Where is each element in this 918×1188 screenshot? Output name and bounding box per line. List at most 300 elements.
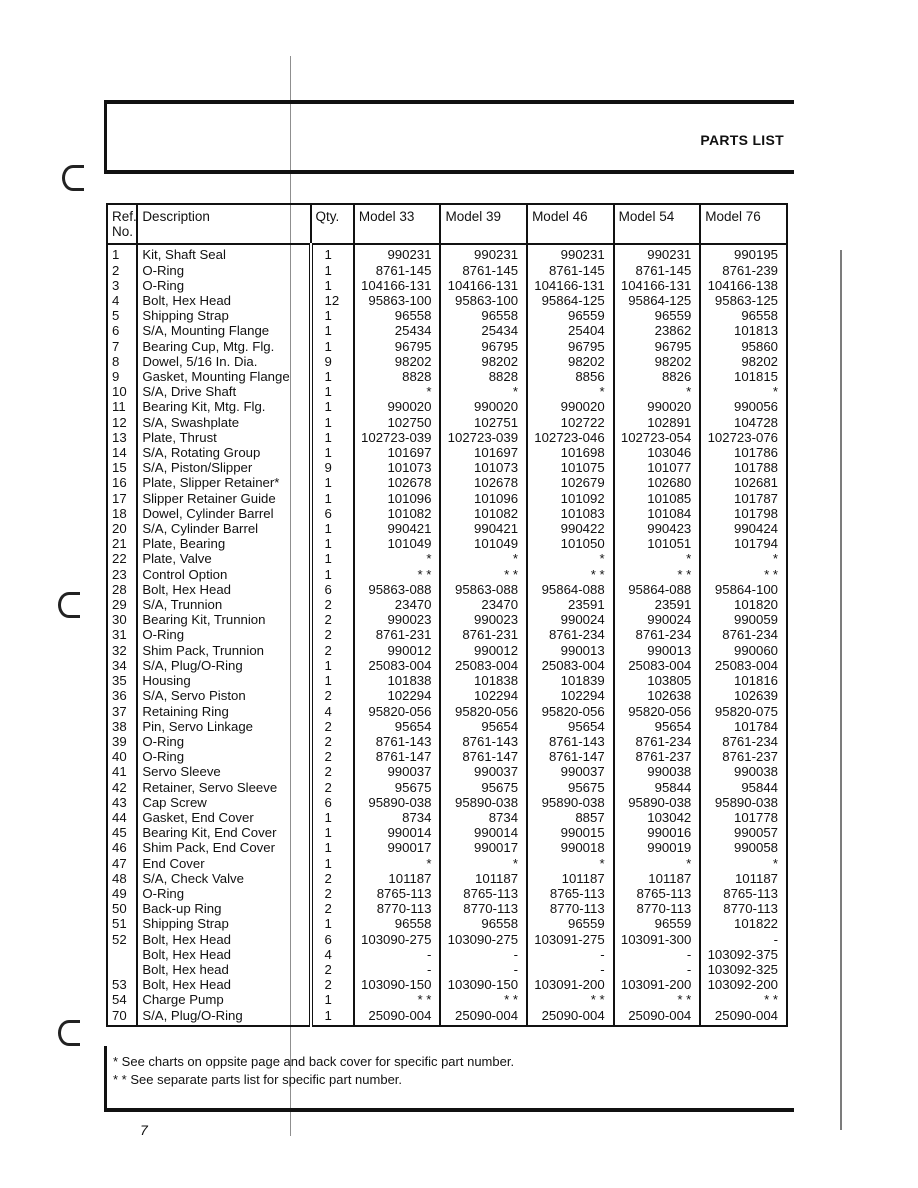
cell-model-46: 8761-147 [527,749,614,764]
cell-ref-no: 47 [107,856,137,871]
cell-description: Plate, Slipper Retainer* [137,475,310,490]
cell-model-76: 101784 [700,719,787,734]
cell-model-39: 101096 [440,491,527,506]
cell-model-39: 101697 [440,445,527,460]
cell-qty: 2 [311,597,354,612]
table-row [107,551,787,566]
cell-model-54: 8761-237 [614,749,701,764]
cell-model-46: 101092 [527,491,614,506]
cell-qty: 2 [311,734,354,749]
cell-ref-no: 29 [107,597,137,612]
cell-model-76: 8761-239 [700,263,787,278]
cell-model-46: 8857 [527,810,614,825]
cell-model-33: 101187 [354,871,441,886]
cell-model-39: 8761-147 [440,749,527,764]
cell-ref-no: 7 [107,339,137,354]
cell-model-76: 990038 [700,764,787,779]
cell-model-39: 95890-038 [440,795,527,810]
cell-model-46: 103091-200 [527,977,614,992]
cell-ref-no: 30 [107,612,137,627]
cell-model-33: 95863-088 [354,582,441,597]
cell-model-39: 990017 [440,840,527,855]
cell-description: Slipper Retainer Guide [137,491,310,506]
cell-model-39: * * [440,992,527,1007]
cell-model-46: * * [527,567,614,582]
cell-model-39: 990012 [440,643,527,658]
parts-table [106,203,788,1027]
cell-ref-no: 41 [107,764,137,779]
cell-model-46: 8761-234 [527,627,614,642]
cell-description: Dowel, 5/16 In. Dia. [137,354,310,369]
cell-model-46: 102723-046 [527,430,614,445]
cell-qty: 2 [311,643,354,658]
cell-model-39: 101082 [440,506,527,521]
cell-model-76: 101798 [700,506,787,521]
cell-model-54: 101051 [614,536,701,551]
cell-model-33: 23470 [354,597,441,612]
cell-ref-no: 39 [107,734,137,749]
cell-model-33: 101838 [354,673,441,688]
cell-qty: 1 [311,825,354,840]
cell-description: Plate, Valve [137,551,310,566]
cell-model-46: * [527,384,614,399]
cell-qty: 2 [311,886,354,901]
header-model-39: Model 39 [440,204,527,244]
cell-model-46: 8856 [527,369,614,384]
table-row [107,977,787,992]
cell-model-54: 8765-113 [614,886,701,901]
cell-qty: 2 [311,612,354,627]
cell-model-54: 8761-234 [614,734,701,749]
binder-hole-bottom [58,1020,80,1046]
cell-model-33: 990231 [354,244,441,262]
cell-qty: 6 [311,506,354,521]
cell-model-33: 95820-056 [354,704,441,719]
cell-ref-no: 14 [107,445,137,460]
parts-table-body [107,244,787,1025]
cell-qty: 2 [311,901,354,916]
cell-model-39: 96558 [440,916,527,931]
cell-ref-no: 16 [107,475,137,490]
cell-ref-no: 28 [107,582,137,597]
cell-model-76: 8761-234 [700,627,787,642]
cell-model-76: 8761-237 [700,749,787,764]
cell-model-46: - [527,962,614,977]
cell-model-76: 98202 [700,354,787,369]
cell-model-76: 95860 [700,339,787,354]
cell-model-33: 25090-004 [354,1008,441,1026]
cell-model-76: 25083-004 [700,658,787,673]
cell-model-33: 101096 [354,491,441,506]
cell-description: Bolt, Hex Head [137,932,310,947]
cell-model-54: 103091-300 [614,932,701,947]
cell-model-33: 96558 [354,916,441,931]
cell-model-39: - [440,947,527,962]
table-row [107,886,787,901]
cell-description: S/A, Servo Piston [137,688,310,703]
cell-description: Servo Sleeve [137,764,310,779]
cell-model-76: 95844 [700,780,787,795]
cell-model-39: 990020 [440,399,527,414]
cell-model-33: 95675 [354,780,441,795]
cell-description: O-Ring [137,278,310,293]
cell-model-33: 95863-100 [354,293,441,308]
cell-model-54: 102638 [614,688,701,703]
cell-qty: 2 [311,749,354,764]
table-row [107,536,787,551]
cell-model-39: 990037 [440,764,527,779]
cell-model-39: 102723-039 [440,430,527,445]
cell-model-54: 103805 [614,673,701,688]
cell-model-33: 8761-147 [354,749,441,764]
cell-ref-no: 12 [107,415,137,430]
cell-qty: 9 [311,354,354,369]
cell-model-46: 95890-038 [527,795,614,810]
cell-model-46: 95864-125 [527,293,614,308]
cell-model-54: 98202 [614,354,701,369]
cell-model-76: 8765-113 [700,886,787,901]
cell-model-33: 8734 [354,810,441,825]
cell-model-33: - [354,962,441,977]
cell-model-39: 990023 [440,612,527,627]
cell-qty: 2 [311,719,354,734]
cell-qty: 1 [311,856,354,871]
table-row [107,323,787,338]
cell-ref-no: 13 [107,430,137,445]
cell-ref-no: 42 [107,780,137,795]
cell-model-46: 96559 [527,308,614,323]
cell-ref-no: 8 [107,354,137,369]
header-description: Description [137,204,310,244]
cell-description: Dowel, Cylinder Barrel [137,506,310,521]
cell-model-76: 103092-375 [700,947,787,962]
cell-model-39: 95863-100 [440,293,527,308]
cell-model-54: 23862 [614,323,701,338]
cell-ref-no: 5 [107,308,137,323]
cell-model-76: 25090-004 [700,1008,787,1026]
cell-model-46: 990020 [527,399,614,414]
cell-model-76: 101778 [700,810,787,825]
cell-description: S/A, Plug/O-Ring [137,658,310,673]
cell-model-76: 101815 [700,369,787,384]
cell-model-33: 8761-231 [354,627,441,642]
table-row [107,962,787,977]
page-title: PARTS LIST [700,132,784,148]
cell-model-54: 8770-113 [614,901,701,916]
cell-model-39: - [440,962,527,977]
table-row [107,840,787,855]
cell-ref-no: 18 [107,506,137,521]
cell-description: Shipping Strap [137,308,310,323]
cell-qty: 1 [311,323,354,338]
cell-model-54: 95864-125 [614,293,701,308]
cell-model-33: 990017 [354,840,441,855]
cell-model-54: 990024 [614,612,701,627]
cell-model-39: 103090-275 [440,932,527,947]
table-row [107,293,787,308]
cell-model-39: * [440,551,527,566]
cell-ref-no: 23 [107,567,137,582]
cell-model-33: 102294 [354,688,441,703]
cell-model-46: 96559 [527,916,614,931]
table-row [107,506,787,521]
table-row [107,688,787,703]
binder-hole-top [62,165,84,191]
cell-model-39: 95863-088 [440,582,527,597]
table-row [107,825,787,840]
cell-model-33: 990014 [354,825,441,840]
cell-description: Shim Pack, End Cover [137,840,310,855]
cell-model-39: 25434 [440,323,527,338]
cell-model-76: 101794 [700,536,787,551]
cell-qty: 4 [311,947,354,962]
cell-model-39: 8770-113 [440,901,527,916]
cell-description: Retaining Ring [137,704,310,719]
cell-model-39: 990231 [440,244,527,262]
cell-description: Charge Pump [137,992,310,1007]
cell-qty: 9 [311,460,354,475]
cell-qty: 12 [311,293,354,308]
cell-model-54: 101084 [614,506,701,521]
cell-description: O-Ring [137,627,310,642]
header-model-54: Model 54 [614,204,701,244]
cell-model-54: 102723-054 [614,430,701,445]
cell-model-33: 96795 [354,339,441,354]
cell-description: Retainer, Servo Sleeve [137,780,310,795]
cell-model-46: 25083-004 [527,658,614,673]
table-header-row [107,204,787,244]
cell-model-76: * * [700,567,787,582]
cell-model-46: 101698 [527,445,614,460]
cell-model-76: 95864-100 [700,582,787,597]
cell-ref-no: 36 [107,688,137,703]
cell-model-46: 96795 [527,339,614,354]
cell-ref-no: 49 [107,886,137,901]
cell-model-76: 8761-234 [700,734,787,749]
cell-ref-no: 21 [107,536,137,551]
table-row [107,445,787,460]
cell-ref-no: 37 [107,704,137,719]
cell-model-33: 96558 [354,308,441,323]
cell-model-39: 23470 [440,597,527,612]
cell-qty: 1 [311,399,354,414]
cell-description: O-Ring [137,263,310,278]
cell-model-54: - [614,962,701,977]
cell-description: S/A, Piston/Slipper [137,460,310,475]
table-row [107,749,787,764]
cell-model-76: 990195 [700,244,787,262]
cell-qty: 1 [311,244,354,262]
cell-model-54: 990038 [614,764,701,779]
cell-model-76: 990060 [700,643,787,658]
cell-ref-no: 20 [107,521,137,536]
cell-model-33: 990012 [354,643,441,658]
cell-model-54: * [614,856,701,871]
table-row [107,658,787,673]
cell-qty: 2 [311,871,354,886]
table-row [107,856,787,871]
cell-model-33: * [354,551,441,566]
cell-model-46: 102722 [527,415,614,430]
table-row [107,521,787,536]
cell-model-33: 990023 [354,612,441,627]
cell-ref-no: 38 [107,719,137,734]
cell-model-46: 101075 [527,460,614,475]
footer-notes-box [104,1046,794,1112]
cell-model-76: * [700,856,787,871]
header-box [104,100,794,174]
cell-qty: 1 [311,369,354,384]
cell-model-76: 990058 [700,840,787,855]
cell-description: Kit, Shaft Seal [137,244,310,262]
cell-model-39: 8761-143 [440,734,527,749]
cell-model-39: 98202 [440,354,527,369]
cell-qty: 1 [311,916,354,931]
cell-model-54: 990020 [614,399,701,414]
table-row [107,399,787,414]
table-row [107,764,787,779]
cell-model-54: 25090-004 [614,1008,701,1026]
cell-model-46: * * [527,992,614,1007]
cell-model-46: 95864-088 [527,582,614,597]
cell-qty: 2 [311,977,354,992]
cell-ref-no: 6 [107,323,137,338]
cell-model-33: 8770-113 [354,901,441,916]
cell-qty: 6 [311,932,354,947]
cell-description: Plate, Thrust [137,430,310,445]
cell-model-54: 25083-004 [614,658,701,673]
cell-model-46: 8761-143 [527,734,614,749]
cell-ref-no [107,947,137,962]
cell-model-76: 101822 [700,916,787,931]
header-qty: Qty. [311,204,354,244]
table-row [107,582,787,597]
cell-model-33: * [354,384,441,399]
cell-description: O-Ring [137,734,310,749]
header-model-46: Model 46 [527,204,614,244]
cell-model-33: 8761-143 [354,734,441,749]
cell-model-39: 101187 [440,871,527,886]
cell-description: Bolt, Hex head [137,962,310,977]
table-row [107,1008,787,1026]
cell-model-76: 101788 [700,460,787,475]
cell-qty: 1 [311,673,354,688]
cell-model-39: 8761-231 [440,627,527,642]
cell-model-33: 990421 [354,521,441,536]
cell-description: Bolt, Hex Head [137,947,310,962]
cell-model-39: 102294 [440,688,527,703]
cell-model-39: 25090-004 [440,1008,527,1026]
cell-description: S/A, Plug/O-Ring [137,1008,310,1026]
cell-model-39: 8828 [440,369,527,384]
cell-model-33: 95654 [354,719,441,734]
cell-qty: 1 [311,810,354,825]
cell-model-54: - [614,947,701,962]
table-row [107,460,787,475]
cell-model-54: 104166-131 [614,278,701,293]
cell-ref-no: 2 [107,263,137,278]
cell-qty: 1 [311,840,354,855]
table-row [107,947,787,962]
cell-model-39: 990014 [440,825,527,840]
cell-model-46: 101839 [527,673,614,688]
cell-model-76: 104728 [700,415,787,430]
cell-model-54: 95820-056 [614,704,701,719]
table-row [107,567,787,582]
cell-model-76: 990056 [700,399,787,414]
table-row [107,369,787,384]
cell-model-33: 103090-275 [354,932,441,947]
table-row [107,354,787,369]
cell-model-46: 990024 [527,612,614,627]
cell-description: S/A, Swashplate [137,415,310,430]
cell-ref-no: 31 [107,627,137,642]
table-row [107,719,787,734]
cell-model-46: 101187 [527,871,614,886]
cell-model-76: * [700,551,787,566]
cell-model-76: 101820 [700,597,787,612]
cell-model-46: 8761-145 [527,263,614,278]
table-row [107,263,787,278]
table-row [107,597,787,612]
cell-model-76: 8770-113 [700,901,787,916]
cell-model-46: 990013 [527,643,614,658]
cell-model-33: * * [354,567,441,582]
cell-model-46: 990037 [527,764,614,779]
cell-description: O-Ring [137,886,310,901]
cell-description: Bolt, Hex Head [137,977,310,992]
table-row [107,308,787,323]
cell-model-54: 23591 [614,597,701,612]
cell-model-54: 102891 [614,415,701,430]
binder-hole-middle [58,592,80,618]
cell-qty: 1 [311,658,354,673]
cell-qty: 1 [311,551,354,566]
cell-model-39: 102751 [440,415,527,430]
header-model-76: Model 76 [700,204,787,244]
cell-model-33: 990020 [354,399,441,414]
cell-model-76: - [700,932,787,947]
cell-model-76: 103092-325 [700,962,787,977]
cell-model-76: 103092-200 [700,977,787,992]
cell-model-54: 990231 [614,244,701,262]
cell-model-33: 8828 [354,369,441,384]
cell-model-46: 25090-004 [527,1008,614,1026]
cell-model-39: 8734 [440,810,527,825]
cell-model-76: * [700,384,787,399]
cell-description: Gasket, End Cover [137,810,310,825]
cell-description: Shim Pack, Trunnion [137,643,310,658]
table-row [107,673,787,688]
cell-ref-no: 9 [107,369,137,384]
cell-description: S/A, Trunnion [137,597,310,612]
cell-qty: 2 [311,764,354,779]
cell-model-54: 990013 [614,643,701,658]
cell-model-39: 101073 [440,460,527,475]
scan-edge-line [840,250,842,1130]
cell-description: Back-up Ring [137,901,310,916]
cell-model-39: 95654 [440,719,527,734]
cell-ref-no: 15 [107,460,137,475]
cell-qty: 2 [311,780,354,795]
cell-description: S/A, Rotating Group [137,445,310,460]
cell-model-76: 990424 [700,521,787,536]
cell-ref-no: 50 [107,901,137,916]
cell-model-76: 95820-075 [700,704,787,719]
cell-description: Plate, Bearing [137,536,310,551]
cell-qty: 1 [311,384,354,399]
cell-description: S/A, Drive Shaft [137,384,310,399]
